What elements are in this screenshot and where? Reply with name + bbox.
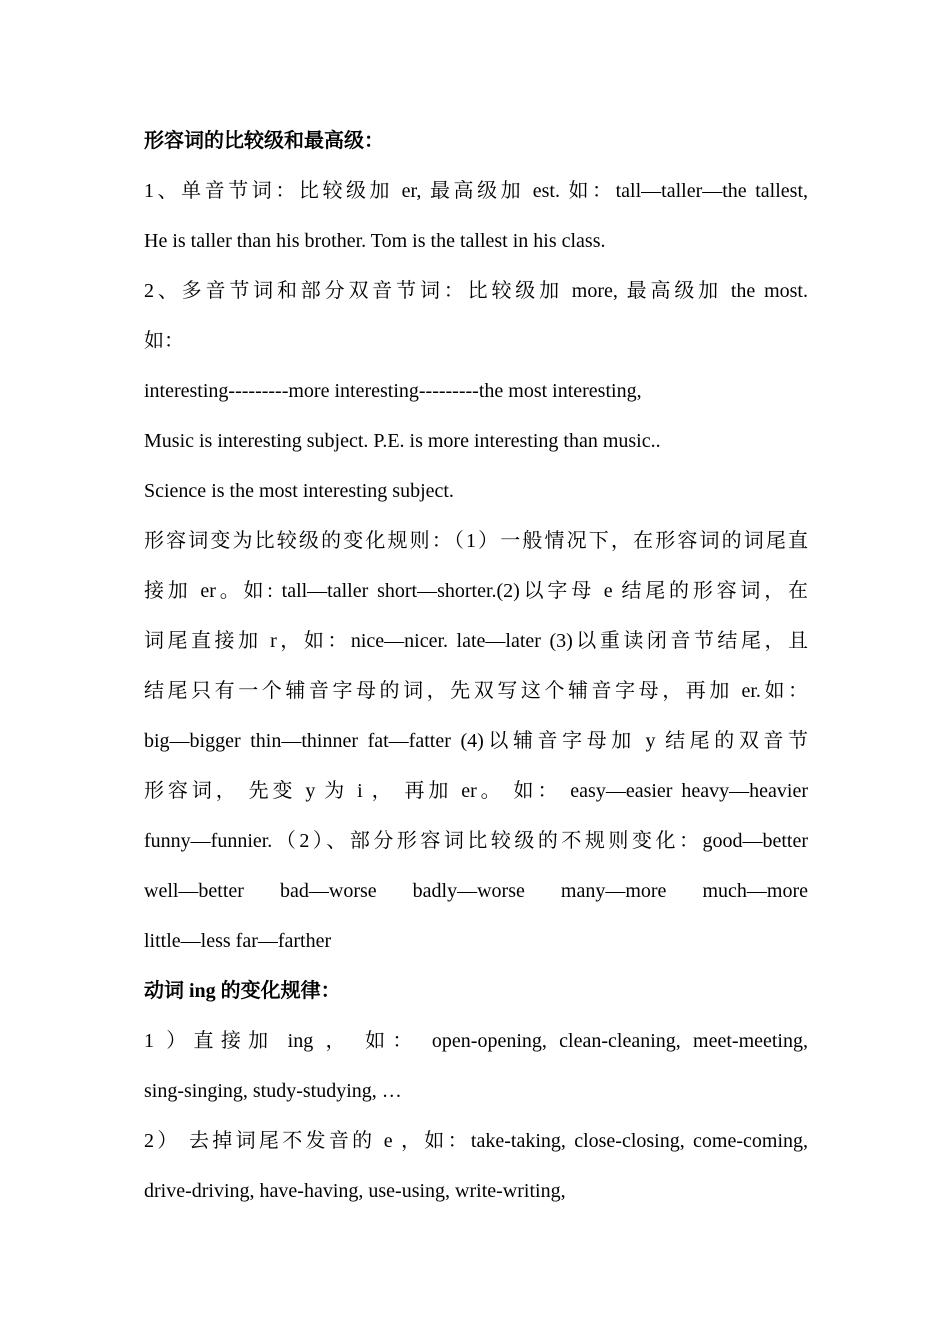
text-line-change-rules-4: 结尾只有一个辅音字母的词，先双写这个辅音字母，再加 er.如： [144,680,808,702]
text-line-rule-1: 1、单音节词：比较级加 er, 最高级加 est. 如：tall—taller—the tallest, [144,180,808,202]
text-line-example-2a: interesting---------more interesting---------the most interesting, [144,380,642,402]
text-line-irregular-list-cont: little—less far—farther [144,930,332,952]
text-line-change-rules-3: 词尾直接加 r，如：nice—nicer. late—later (3)以重读闭音节结尾，且 [144,630,808,652]
text-line-change-rules-2: 接加 er。如: tall—taller short—shorter.(2)以字母 e 结尾的形容词，在 [144,580,808,602]
text-line-change-rules-5: big—bigger thin—thinner fat—fatter (4)以辅音字母加 y 结尾的双音节 [144,730,808,752]
text-line-change-rules-6: 形容词， 先变 y 为 i ， 再加 er。 如： easy—easier heavy—heavier [144,780,808,802]
text-line-ing-rule-2: 2） 去掉词尾不发音的 e ，如：take-taking, close-closing, come-coming, [144,1130,808,1152]
section-heading-adjective-comparison: 形容词的比较级和最高级： [144,130,384,152]
section-heading-verb-ing: 动词 ing 的变化规律： [144,980,341,1002]
text-line-example-2b: Music is interesting subject. P.E. is more interesting than music.. [144,430,661,452]
text-line-example-2c: Science is the most interesting subject. [144,480,454,502]
text-line-change-rules-7: funny—funnier.（2）、部分形容词比较级的不规则变化：good—better [144,830,808,852]
text-line-change-rules-1: 形容词变为比较级的变化规则：（1）一般情况下，在形容词的词尾直 [144,530,808,552]
text-line-ing-rule-2-cont: drive-driving, have-having, use-using, write-writing, [144,1180,566,1202]
text-line-rule-2: 2、多音节词和部分双音节词：比较级加 more, 最高级加 the most. [144,280,808,302]
text-line-irregular-list: well—better bad—worse badly—worse many—more much—more [144,880,808,902]
text-line-ing-rule-1-cont: sing-singing, study-studying, … [144,1080,402,1102]
text-line-example-1: He is taller than his brother. Tom is the tallest in his class. [144,230,606,252]
text-line-rule-2-cont: 如： [144,330,184,352]
text-line-ing-rule-1: 1 ）直接加 ing ， 如： open-opening, clean-cleaning, meet-meeting, [144,1030,808,1052]
